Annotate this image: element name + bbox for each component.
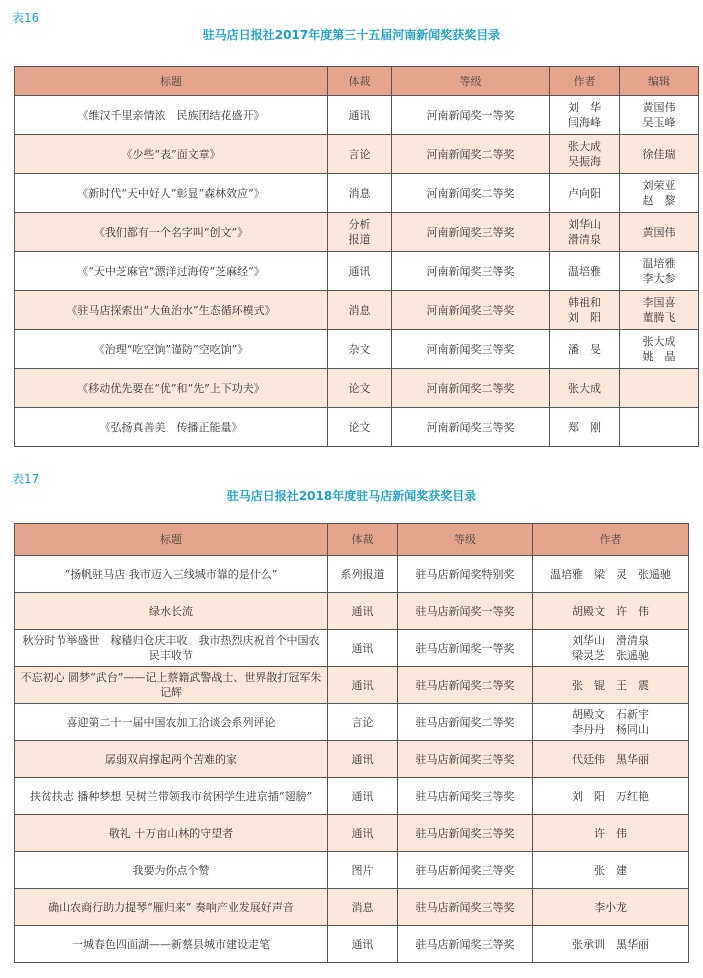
cell-grade: 河南新闻奖三等奖 xyxy=(392,291,550,330)
table-row xyxy=(15,704,689,741)
table17-label: 表17 xyxy=(12,472,40,486)
cell-author: 代廷伟 黑华丽 xyxy=(533,741,689,778)
cell-author: 张 锟 王 震 xyxy=(533,667,689,704)
header-title: 标题 xyxy=(15,67,328,96)
cell-title: 我要为你点个赞 xyxy=(15,852,328,889)
cell-grade: 河南新闻奖三等奖 xyxy=(392,213,550,252)
cell-grade: 驻马店新闻奖二等奖 xyxy=(398,704,533,741)
cell-author: 温培雅 梁 灵 张遥驰 xyxy=(533,556,689,593)
cell-author: 胡殿文 许 伟 xyxy=(533,593,689,630)
cell-genre: 通讯 xyxy=(328,96,392,135)
cell-genre: 消息 xyxy=(328,174,392,213)
cell-editor: 刘荣亚 赵 黎 xyxy=(620,174,699,213)
cell-title: 确山农商行助力提琴“雁归来” 奏响产业发展好声音 xyxy=(15,889,328,926)
header-title: 标题 xyxy=(15,524,328,556)
cell-grade: 河南新闻奖二等奖 xyxy=(392,369,550,408)
cell-grade: 河南新闻奖一等奖 xyxy=(392,96,550,135)
cell-editor xyxy=(620,408,699,447)
table-row xyxy=(15,213,699,252)
table-row xyxy=(15,408,699,447)
header-grade: 等级 xyxy=(392,67,550,96)
cell-genre: 通讯 xyxy=(328,815,398,852)
cell-author: 卢向阳 xyxy=(550,174,620,213)
cell-grade: 驻马店新闻奖一等奖 xyxy=(398,593,533,630)
header-grade: 等级 xyxy=(398,524,533,556)
table-row xyxy=(15,630,689,667)
cell-editor: 黄国伟 xyxy=(620,213,699,252)
table-row xyxy=(15,330,699,369)
cell-title: 《维汉千里亲情浓 民族团结花盛开》 xyxy=(15,96,328,135)
table17-title: 驻马店日报社2018年度驻马店新闻奖获奖目录 xyxy=(226,489,477,503)
cell-author: 李小龙 xyxy=(533,889,689,926)
table16-label: 表16 xyxy=(12,11,40,25)
table-row xyxy=(15,741,689,778)
cell-genre: 通讯 xyxy=(328,252,392,291)
cell-grade: 河南新闻奖二等奖 xyxy=(392,174,550,213)
cell-title: 敬礼 十万亩山林的守望者 xyxy=(15,815,328,852)
table-row xyxy=(15,135,699,174)
table-row xyxy=(15,369,699,408)
cell-genre: 通讯 xyxy=(328,741,398,778)
table-row xyxy=(15,593,689,630)
cell-title: “扬帆驻马店 我市迈入三线城市靠的是什么” xyxy=(15,556,328,593)
cell-title: 孱弱双肩撑起两个苦难的家 xyxy=(15,741,328,778)
cell-grade: 驻马店新闻奖特别奖 xyxy=(398,556,533,593)
cell-author: 张承训 黑华丽 xyxy=(533,926,689,963)
cell-editor: 徐佳瑞 xyxy=(620,135,699,174)
cell-author: 郑 刚 xyxy=(550,408,620,447)
cell-title: 《“天中芝麻官”漂洋过海传“芝麻经”》 xyxy=(15,252,328,291)
cell-author: 张大成 xyxy=(550,369,620,408)
cell-author: 张大成 吴振海 xyxy=(550,135,620,174)
cell-author: 刘 阳 万红艳 xyxy=(533,778,689,815)
cell-title: 一城春色四面湖——新蔡县城市建设走笔 xyxy=(15,926,328,963)
award-table-2017 xyxy=(14,66,699,447)
cell-author: 张 建 xyxy=(533,852,689,889)
cell-author: 刘 华 闫海峰 xyxy=(550,96,620,135)
cell-genre: 通讯 xyxy=(328,593,398,630)
cell-grade: 驻马店新闻奖三等奖 xyxy=(398,741,533,778)
cell-genre: 杂文 xyxy=(328,330,392,369)
cell-title: 《移动优先要在“优”和“先”上下功夫》 xyxy=(15,369,328,408)
cell-genre: 言论 xyxy=(328,704,398,741)
cell-genre: 言论 xyxy=(328,135,392,174)
cell-title: 扶贫扶志 播种梦想 吴树兰带领我市贫困学生进京插“翅膀” xyxy=(15,778,328,815)
cell-author: 温培雅 xyxy=(550,252,620,291)
cell-genre: 通讯 xyxy=(328,667,398,704)
table-row xyxy=(15,174,699,213)
table-header-row xyxy=(15,67,699,96)
cell-genre: 消息 xyxy=(328,291,392,330)
table-row xyxy=(15,291,699,330)
cell-grade: 驻马店新闻奖三等奖 xyxy=(398,889,533,926)
cell-genre: 论文 xyxy=(328,369,392,408)
cell-title: 绿水长流 xyxy=(15,593,328,630)
cell-author: 许 伟 xyxy=(533,815,689,852)
cell-author: 潘 旻 xyxy=(550,330,620,369)
cell-grade: 驻马店新闻奖三等奖 xyxy=(398,778,533,815)
cell-title: 《治理“吃空饷”谨防“空吃饷”》 xyxy=(15,330,328,369)
table-row xyxy=(15,252,699,291)
cell-grade: 河南新闻奖三等奖 xyxy=(392,408,550,447)
header-genre: 体裁 xyxy=(328,67,392,96)
cell-genre: 论文 xyxy=(328,408,392,447)
cell-genre: 图片 xyxy=(328,852,398,889)
cell-title: 《我们都有一个名字叫“创文”》 xyxy=(15,213,328,252)
cell-grade: 驻马店新闻奖三等奖 xyxy=(398,815,533,852)
cell-editor: 张大成 姚 晶 xyxy=(620,330,699,369)
cell-genre: 分析 报道 xyxy=(328,213,392,252)
award-table-2018 xyxy=(14,523,689,963)
header-editor: 编辑 xyxy=(620,67,699,96)
cell-author: 刘华山 滑清泉 梁灵芝 张遥驰 xyxy=(533,630,689,667)
cell-title: 喜迎第二十一届中国农加工洽谈会系列评论 xyxy=(15,704,328,741)
header-author: 作者 xyxy=(533,524,689,556)
table-row xyxy=(15,96,699,135)
cell-genre: 系列报道 xyxy=(328,556,398,593)
cell-genre: 通讯 xyxy=(328,778,398,815)
table-header-row xyxy=(15,524,689,556)
table-row xyxy=(15,667,689,704)
cell-grade: 驻马店新闻奖三等奖 xyxy=(398,852,533,889)
table-row xyxy=(15,556,689,593)
cell-editor: 李国喜 董腾飞 xyxy=(620,291,699,330)
cell-genre: 通讯 xyxy=(328,926,398,963)
cell-editor: 温培雅 李大参 xyxy=(620,252,699,291)
cell-author: 韩祖和 刘 阳 xyxy=(550,291,620,330)
table-row xyxy=(15,889,689,926)
cell-grade: 驻马店新闻奖二等奖 xyxy=(398,667,533,704)
table-row xyxy=(15,852,689,889)
header-genre: 体裁 xyxy=(328,524,398,556)
cell-grade: 河南新闻奖三等奖 xyxy=(392,330,550,369)
cell-genre: 消息 xyxy=(328,889,398,926)
cell-title: 秋分时节举盛世 稼穑归仓庆丰收 我市热烈庆祝首个中国农民丰收节 xyxy=(15,630,328,667)
cell-grade: 河南新闻奖三等奖 xyxy=(392,252,550,291)
cell-grade: 驻马店新闻奖三等奖 xyxy=(398,926,533,963)
cell-title: 《新时代“天中好人”彰显“森林效应”》 xyxy=(15,174,328,213)
cell-genre: 通讯 xyxy=(328,630,398,667)
cell-title: 不忘初心 圆梦“武台”——记上蔡籍武警战士、世界散打冠军朱记辉 xyxy=(15,667,328,704)
table-row xyxy=(15,926,689,963)
table16-title: 驻马店日报社2017年度第三十五届河南新闻奖获奖目录 xyxy=(202,28,501,42)
header-author: 作者 xyxy=(550,67,620,96)
cell-grade: 驻马店新闻奖一等奖 xyxy=(398,630,533,667)
cell-grade: 河南新闻奖二等奖 xyxy=(392,135,550,174)
cell-editor: 黄国伟 吴玉峰 xyxy=(620,96,699,135)
cell-title: 《弘扬真善美 传播正能量》 xyxy=(15,408,328,447)
cell-author: 胡殿文 石新宇 李丹丹 杨同山 xyxy=(533,704,689,741)
cell-title: 《少些“表”面文章》 xyxy=(15,135,328,174)
cell-author: 刘华山 滑清泉 xyxy=(550,213,620,252)
table-row xyxy=(15,815,689,852)
cell-title: 《驻马店探索出“大鱼治水”生态循环模式》 xyxy=(15,291,328,330)
cell-editor xyxy=(620,369,699,408)
table-row xyxy=(15,778,689,815)
